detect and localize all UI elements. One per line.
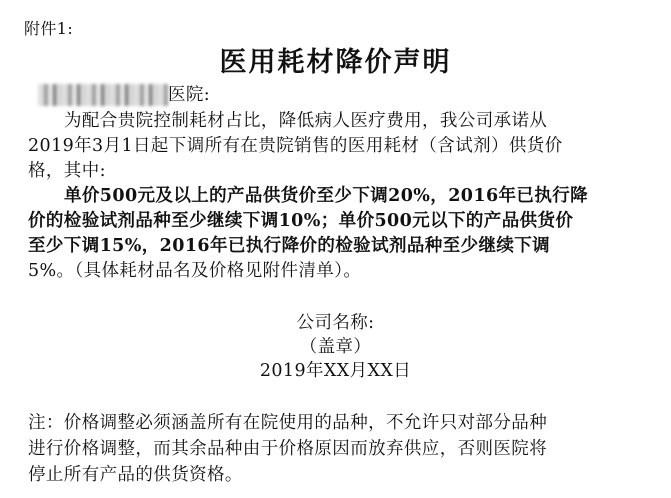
signature-date: 2019年XX月XX日 <box>259 361 412 381</box>
note-line-3: 停止所有产品的供货资格。 <box>28 465 243 485</box>
note-line-1: 注：价格调整必须涵盖所有在院使用的品种，不允许只对部分品种 <box>28 413 548 433</box>
body-line-3: 格，其中: <box>28 161 106 181</box>
company-name-label: 公司名称: <box>296 313 375 333</box>
attachment-label: 附件1: <box>24 19 74 38</box>
seal-label: （盖章） <box>299 337 372 357</box>
page-title: 医用耗材降价声明 <box>219 47 452 78</box>
body-line-6: 至少下调15%，2016年已执行降价的检验试剂品种至少继续下调 <box>28 236 551 256</box>
body-line-7: 5%。（具体耗材品名及价格见附件清单）。 <box>28 261 362 281</box>
redacted-hospital-name <box>38 84 168 106</box>
body-line-5: 价的检验试剂品种至少继续下调10%；单价500元以下的产品供货价 <box>28 211 574 231</box>
note-line-2: 进行价格调整，而其余品种由于价格原因而放弃供应，否则医院将 <box>28 439 548 459</box>
body-line-1: 为配合贵院控制耗材占比，降低病人医疗费用，我公司承诺从 <box>64 111 548 131</box>
body-line-4: 单价500元及以上的产品供货价至少下调20%，2016年已执行降 <box>64 186 589 206</box>
body-line-2: 2019年3月1日起下调所有在贵院销售的医用耗材（含试剂）供货价 <box>28 136 563 156</box>
salutation: 医院: <box>168 85 211 105</box>
